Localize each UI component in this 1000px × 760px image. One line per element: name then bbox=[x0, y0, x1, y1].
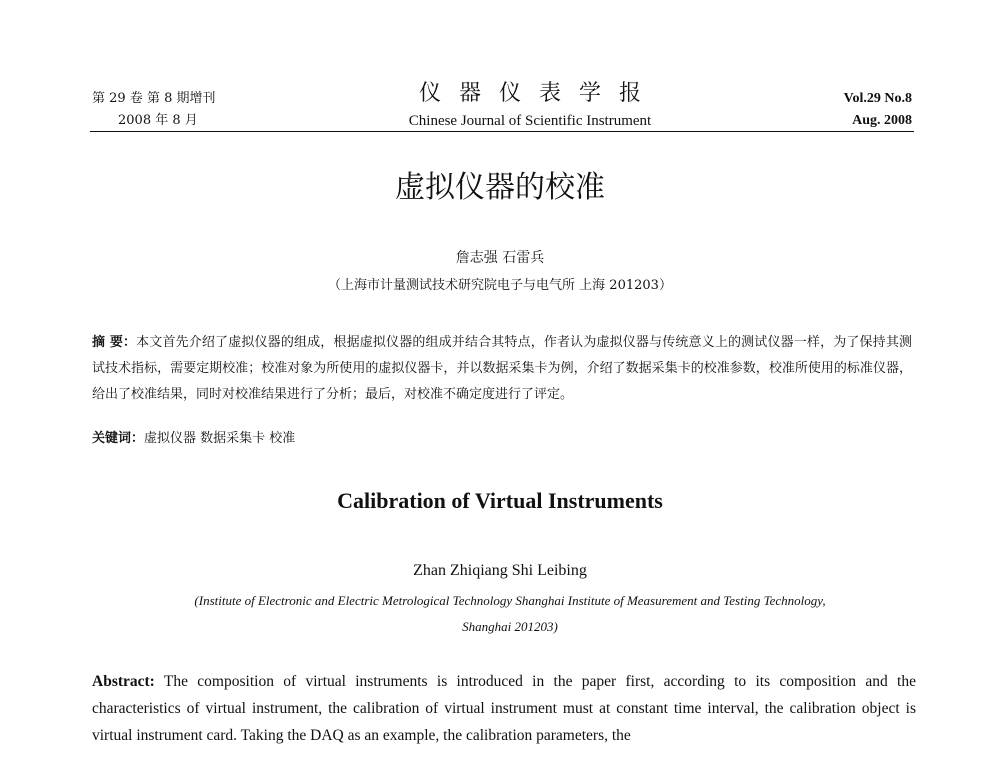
volume-issue: 第 29 卷 第 8 期增刊 bbox=[92, 91, 216, 106]
paper-title-cn: 虚拟仪器的校准 bbox=[395, 170, 605, 205]
abstract-en-text: The composition of virtual instruments is introduced in the paper first, according to its composition and the characteristics of virtual instrument, the calibration of virtual instrument must at constant time interval, the calibration object is virtual instrument card. Taking the DAQ as an example, the calibration parameters, the bbox=[92, 673, 916, 744]
keywords-cn-text: 虚拟仪器 数据采集卡 校准 bbox=[144, 431, 296, 446]
volume-info-en bbox=[844, 88, 912, 132]
affiliation-en: (Institute of Electronic and Electric Metrological Technology Shanghai Institute of Measurement and Testing Technology, Shanghai 201203) bbox=[194, 593, 826, 634]
keywords-cn-label: 关键词： bbox=[92, 431, 145, 446]
journal-name-en: Chinese Journal of Scientific Instrument bbox=[408, 113, 652, 129]
issue-date-cn: 2008 年 8 月 bbox=[118, 113, 198, 128]
abstract-en bbox=[92, 668, 916, 749]
authors-en: Zhan Zhiqiang Shi Leibing bbox=[413, 562, 587, 579]
abstract-cn bbox=[92, 330, 912, 408]
issue-date-en: Aug. 2008 bbox=[852, 113, 912, 128]
abstract-cn-text: 本文首先介绍了虚拟仪器的组成，根据虚拟仪器的组成并结合其特点，作者认为虚拟仪器与传统意义上的测试仪器一样，为了保持其测试技术指标，需要定期校准；校准对象为所使用的虚拟仪器卡，并以数据采集卡为例，介绍了数据采集卡的校准参数，校准所使用的标准仪器，给出了校准结果，同时对校准结果进行了分析；最后，对校准不确定度进行了评定。 bbox=[92, 335, 912, 402]
authors-cn: 詹志强 石雷兵 bbox=[455, 250, 545, 266]
paper-title-en: Calibration of Virtual Instruments bbox=[337, 488, 663, 513]
volume-number-en: Vol.29 No.8 bbox=[843, 91, 912, 106]
journal-name bbox=[350, 80, 710, 132]
issue-info bbox=[92, 88, 215, 132]
affiliation-cn: （上海市计量测试技术研究院电子与电气所 上海 201203） bbox=[328, 278, 672, 293]
abstract-cn-label: 摘 要： bbox=[92, 335, 137, 350]
journal-name-cn: 仪器仪表学报 bbox=[418, 81, 659, 106]
abstract-en-label: Abstract: bbox=[92, 673, 155, 690]
header-divider bbox=[90, 131, 914, 132]
keywords-cn bbox=[92, 426, 295, 452]
